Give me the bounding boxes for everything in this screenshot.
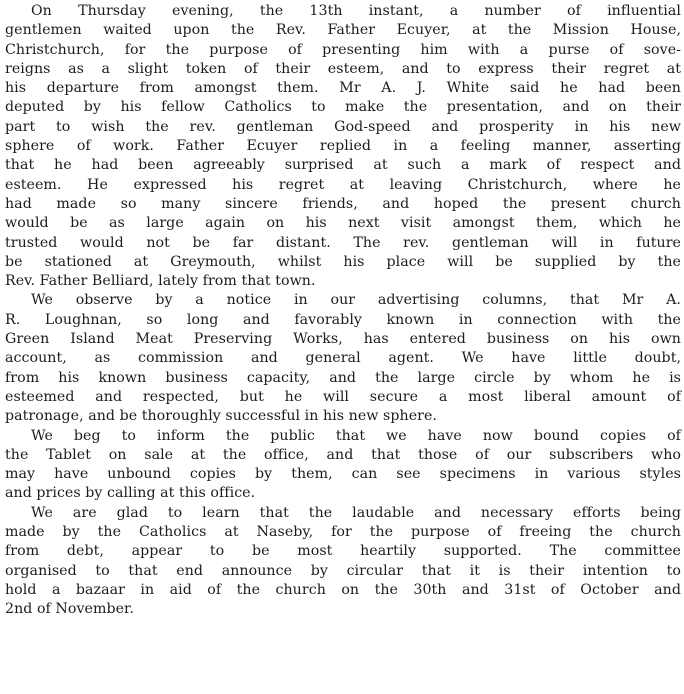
text-line: from his known business capacity, and the large circle by whom he is <box>5 369 681 386</box>
text-line: We are glad to learn that the laudable and necessary efforts being <box>31 504 681 521</box>
text-line: We beg to inform the public that we have now bound copies of <box>31 427 681 444</box>
text-line: We observe by a notice in our advertising columns, that Mr A. <box>31 292 681 309</box>
text-line: reigns as a slight token of their esteem, and to express their regret at <box>5 60 681 77</box>
text-line: his departure from amongst them. Mr A. J. White said he had been <box>5 80 681 97</box>
text-line: patronage, and be thoroughly successful in his new sphere. <box>5 408 437 425</box>
text-line: hold a bazaar in aid of the church on the 30th and 31st of October and <box>5 581 681 598</box>
text-line: part to wish the rev. gentleman God-speed and prosperity in his new <box>5 118 681 135</box>
text-line: esteem. He expressed his regret at leaving Christchurch, where he <box>5 176 681 193</box>
text-line: trusted would not be far distant. The rev. gentleman will in future <box>5 234 681 251</box>
text-line: that he had been agreeably surprised at such a mark of respect and <box>5 157 681 174</box>
paragraph-bound-copies <box>5 427 681 504</box>
text-line: R. Loughnan, so long and favorably known in connection with the <box>5 311 681 328</box>
text-line: be stationed at Greymouth, whilst his place will be supplied by the <box>5 253 681 270</box>
text-line: organised to that end announce by circular that it is their intention to <box>5 562 681 579</box>
text-line: would be as large again on his next visit amongst them, which he <box>5 215 681 232</box>
text-line: from debt, appear to be most heartily supported. The committee <box>5 543 681 560</box>
text-line: had made so many sincere friends, and hoped the present church <box>5 195 681 212</box>
text-line: sphere of work. Father Ecuyer replied in a feeling manner, asserting <box>5 138 681 155</box>
text-line: esteemed and respected, but he will secure a most liberal amount of <box>5 388 681 405</box>
newspaper-column <box>5 0 681 620</box>
text-line: On Thursday evening, the 13th instant, a number of influential <box>31 3 681 19</box>
text-line: 2nd of November. <box>5 601 134 618</box>
text-line: Rev. Father Belliard, lately from that town. <box>5 273 316 290</box>
text-line: account, as commission and general agent. We have little doubt, <box>5 350 681 367</box>
paragraph-loughnan <box>5 291 681 426</box>
text-line: Green Island Meat Preserving Works, has entered business on his own <box>5 331 681 348</box>
text-line: and prices by calling at this office. <box>5 485 256 502</box>
paragraph-father-ecuyer <box>5 0 681 291</box>
text-line: gentlemen waited upon the Rev. Father Ecuyer, at the Mission House, <box>5 22 681 39</box>
text-line: deputed by his fellow Catholics to make the presentation, and on their <box>5 99 681 116</box>
text-line: the Tablet on sale at the office, and that those of our subscribers who <box>5 446 681 463</box>
text-line: Christchurch, for the purpose of presenting him with a purse of sove- <box>5 41 681 58</box>
paragraph-naseby <box>5 504 681 620</box>
text-line: made by the Catholics at Naseby, for the purpose of freeing the church <box>5 524 681 541</box>
text-line: may have unbound copies by them, can see specimens in various styles <box>5 466 681 483</box>
